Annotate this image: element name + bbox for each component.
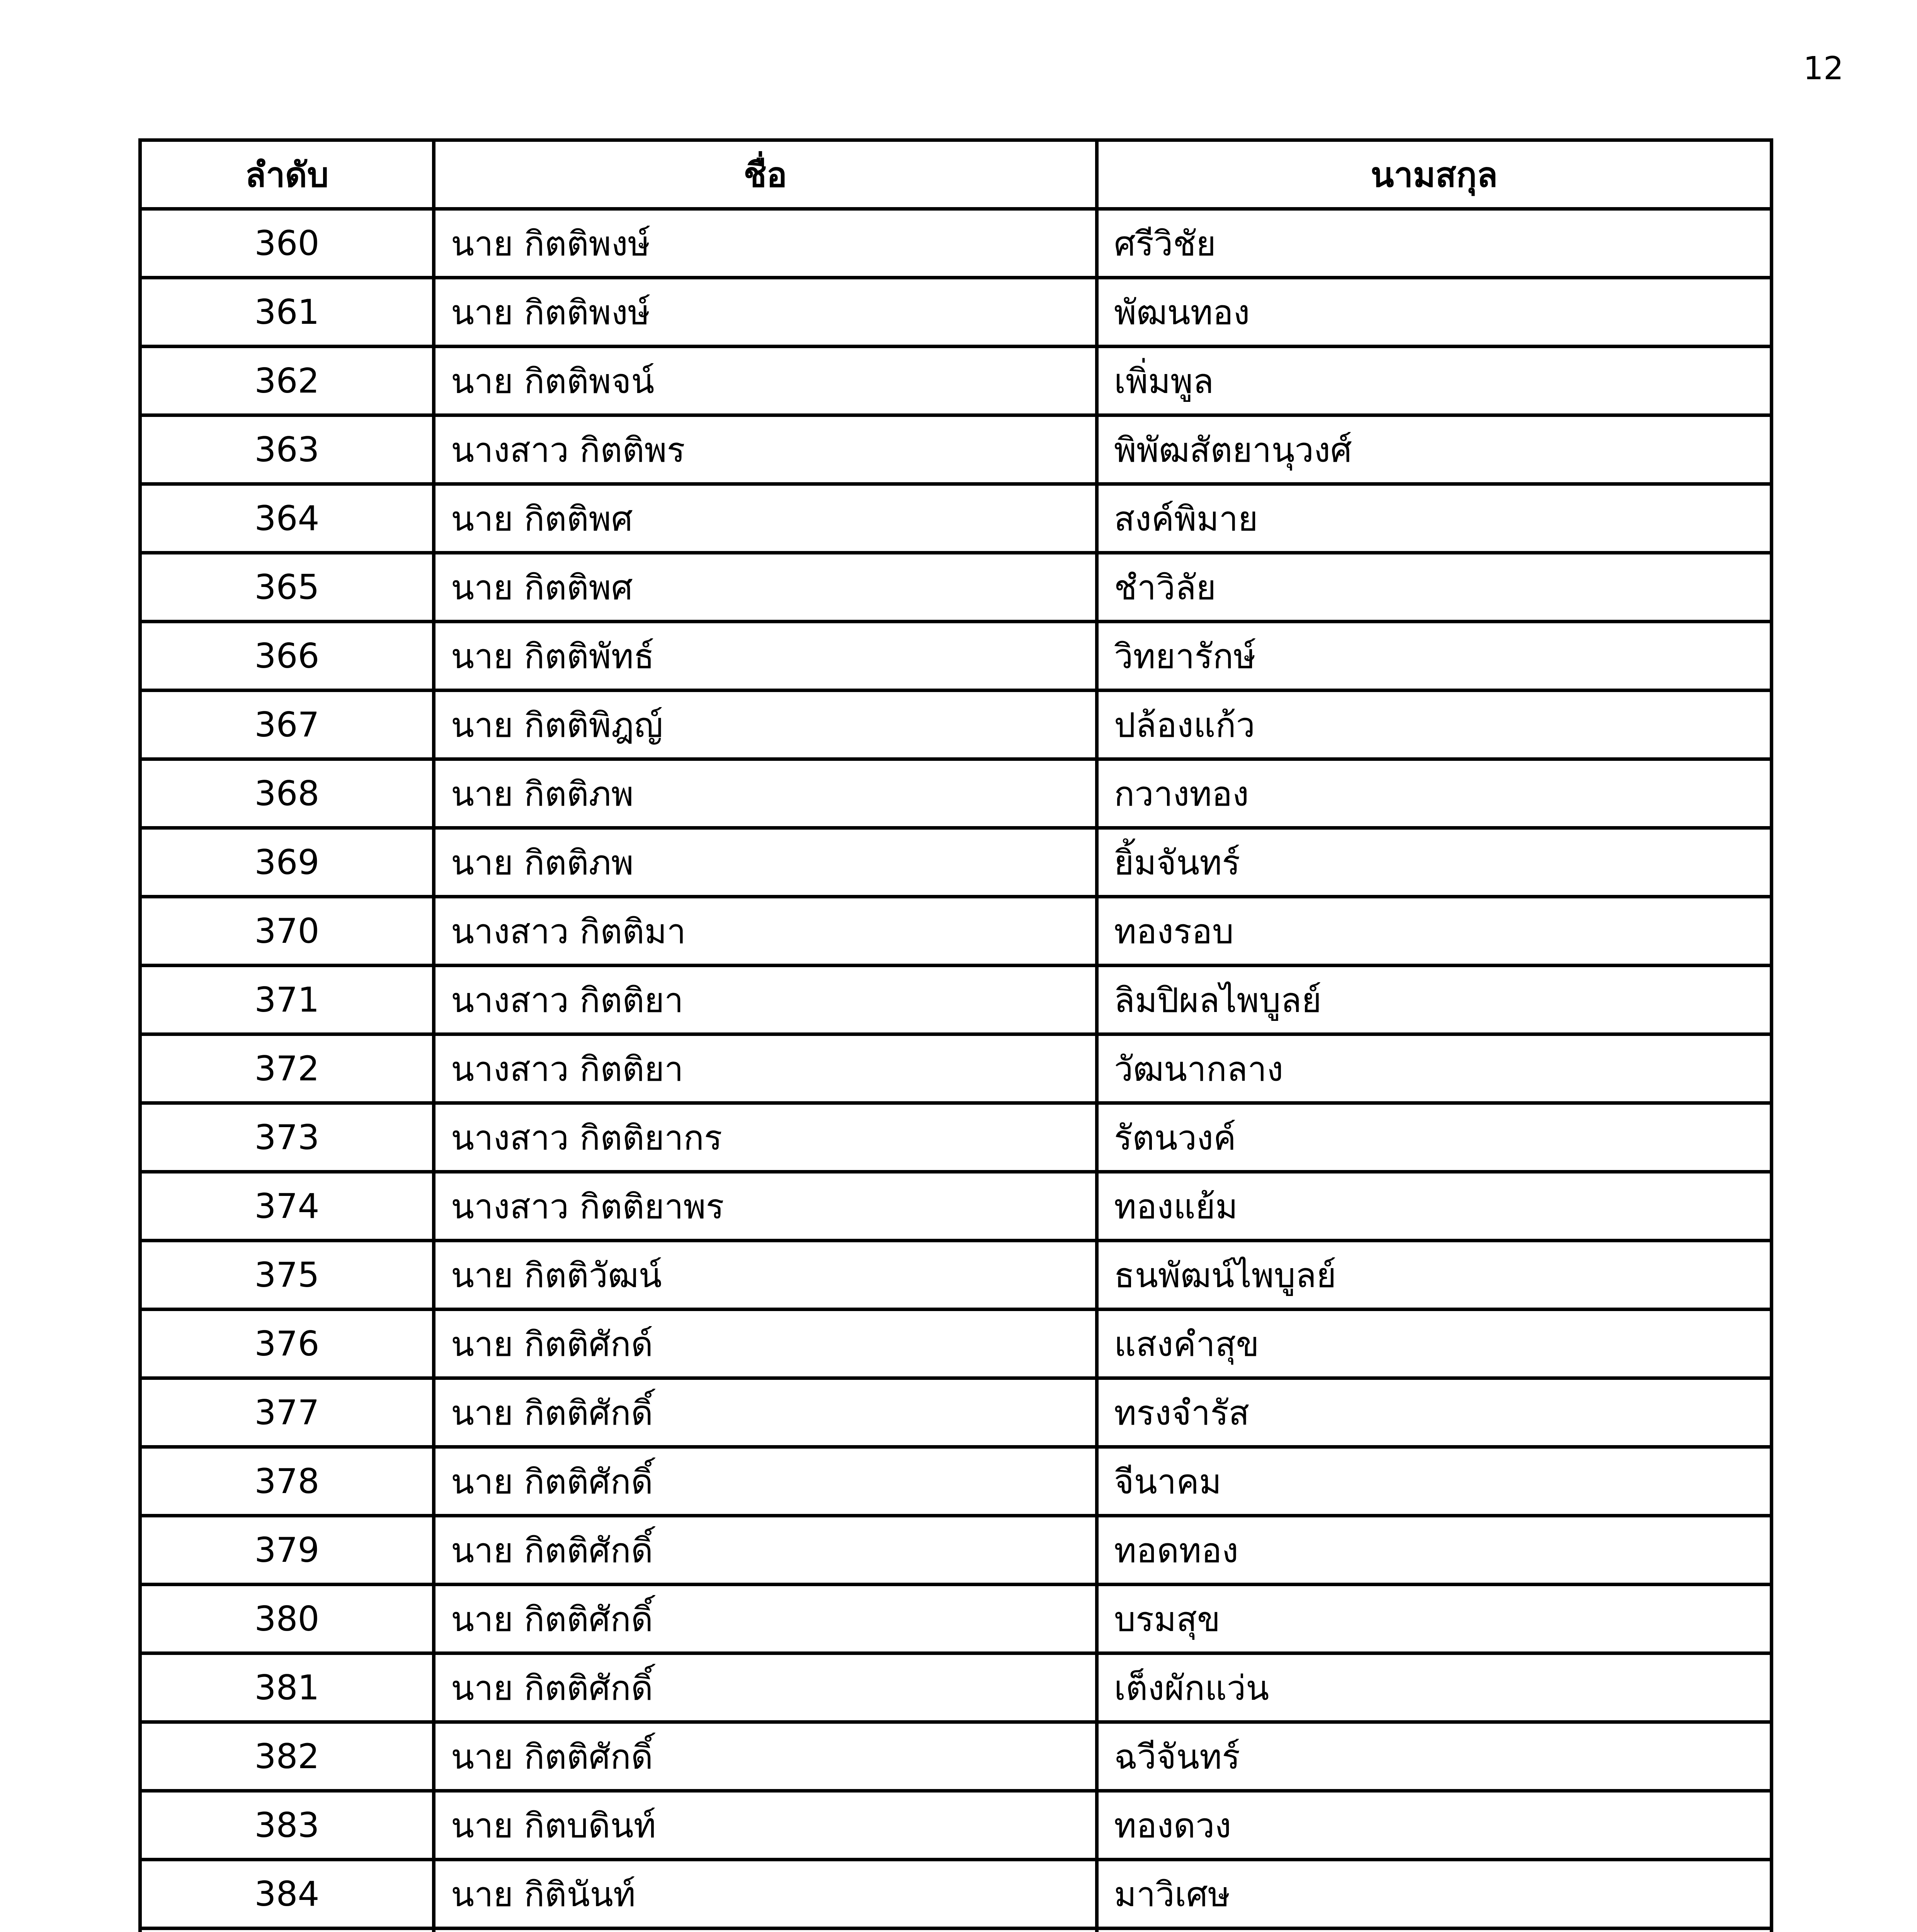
row-number: 374	[140, 1172, 434, 1241]
row-name: นาย กิตติพัทธ์	[434, 622, 1097, 690]
table-row	[140, 553, 1772, 622]
row-surname: แสงคำสุข	[1097, 1310, 1772, 1378]
table-row	[140, 1034, 1772, 1103]
row-surname: ปล้องแก้ว	[1097, 690, 1772, 759]
table-row	[140, 1447, 1772, 1516]
row-number: 362	[140, 347, 434, 415]
row-number: 373	[140, 1103, 434, 1172]
row-number: 366	[140, 622, 434, 690]
row-number: 383	[140, 1791, 434, 1860]
roster-table	[138, 138, 1773, 1932]
row-surname: เต็งผักแว่น	[1097, 1653, 1772, 1722]
row-name: นาย กิตติพศ	[434, 553, 1097, 622]
row-name: นางสาว กิตติมา	[434, 897, 1097, 966]
table-row	[140, 415, 1772, 484]
row-number: 375	[140, 1241, 434, 1310]
table-row	[140, 1860, 1772, 1929]
page-number: 12	[1803, 50, 1844, 87]
row-name: นาย กิตติศักดิ์	[434, 1585, 1097, 1653]
row-name: นาย กิตติวัฒน์	[434, 1241, 1097, 1310]
row-name: นางสาว กิตติยากร	[434, 1103, 1097, 1172]
table-row	[140, 484, 1772, 553]
row-surname: พัฒนทอง	[1097, 278, 1772, 347]
table-row	[140, 1791, 1772, 1860]
column-header-name: ชื่อ	[434, 140, 1097, 209]
row-surname: ศรีวิชัย	[1097, 209, 1772, 278]
row-surname: รัตนวงค์	[1097, 1103, 1772, 1172]
row-surname: ยิ้มจันทร์	[1097, 828, 1772, 897]
row-surname: บรมสุข	[1097, 1585, 1772, 1653]
row-name: นาย กิตติภพ	[434, 828, 1097, 897]
table-row	[140, 897, 1772, 966]
row-name: นางสาว กิตติพร	[434, 415, 1097, 484]
row-number: 365	[140, 553, 434, 622]
row-name: นาย กิตติศักดิ์	[434, 1722, 1097, 1791]
row-name: นาย กิตติศักดิ์	[434, 1516, 1097, 1585]
row-name	[434, 1929, 1097, 1932]
row-surname: สงค์พิมาย	[1097, 484, 1772, 553]
row-number	[140, 1929, 434, 1932]
table-row	[140, 1722, 1772, 1791]
table-row	[140, 759, 1772, 828]
row-name: นาย กิตติพงษ์	[434, 209, 1097, 278]
row-surname: ทองแย้ม	[1097, 1172, 1772, 1241]
row-number: 361	[140, 278, 434, 347]
row-surname: มาวิเศษ	[1097, 1860, 1772, 1929]
row-surname: ชำวิลัย	[1097, 553, 1772, 622]
row-name: นางสาว กิตติยาพร	[434, 1172, 1097, 1241]
table-row	[140, 1929, 1772, 1932]
table-row	[140, 1516, 1772, 1585]
table-row	[140, 828, 1772, 897]
row-surname: พิพัฒสัตยานุวงศ์	[1097, 415, 1772, 484]
row-surname: เพิ่มพูล	[1097, 347, 1772, 415]
row-surname: จีนาคม	[1097, 1447, 1772, 1516]
row-number: 360	[140, 209, 434, 278]
row-name: นาย กิตติศักดิ์	[434, 1447, 1097, 1516]
row-surname: ทองดวง	[1097, 1791, 1772, 1860]
row-name: นาย กิตติพิฎญ์	[434, 690, 1097, 759]
row-name: นาย กิตบดินท์	[434, 1791, 1097, 1860]
row-number: 368	[140, 759, 434, 828]
row-name: นาย กิตติศักด์	[434, 1310, 1097, 1378]
row-number: 379	[140, 1516, 434, 1585]
row-surname: ทรงจำรัส	[1097, 1378, 1772, 1447]
table-row	[140, 1103, 1772, 1172]
table-row	[140, 966, 1772, 1034]
row-number: 382	[140, 1722, 434, 1791]
row-number: 369	[140, 828, 434, 897]
row-surname	[1097, 1929, 1772, 1932]
row-name: นาย กิตติภพ	[434, 759, 1097, 828]
table-body	[140, 209, 1772, 1932]
row-name: นาย กิตติศักดิ์	[434, 1653, 1097, 1722]
row-number: 376	[140, 1310, 434, 1378]
table-row	[140, 1378, 1772, 1447]
row-name: นาย กิตติพศ	[434, 484, 1097, 553]
row-surname: กวางทอง	[1097, 759, 1772, 828]
row-name: นาย กิตินันท์	[434, 1860, 1097, 1929]
table-row	[140, 1585, 1772, 1653]
row-name: นาย กิตติพจน์	[434, 347, 1097, 415]
row-number: 371	[140, 966, 434, 1034]
row-surname: ลิมปิผลไพบูลย์	[1097, 966, 1772, 1034]
table-row	[140, 1310, 1772, 1378]
row-surname: ธนพัฒน์ไพบูลย์	[1097, 1241, 1772, 1310]
row-surname: ทองรอบ	[1097, 897, 1772, 966]
row-number: 364	[140, 484, 434, 553]
column-header-no: ลำดับ	[140, 140, 434, 209]
row-number: 370	[140, 897, 434, 966]
row-number: 377	[140, 1378, 434, 1447]
table-row	[140, 1653, 1772, 1722]
table-row	[140, 1172, 1772, 1241]
row-number: 363	[140, 415, 434, 484]
row-number: 367	[140, 690, 434, 759]
row-name: นาย กิตติศักดิ์	[434, 1378, 1097, 1447]
table-row	[140, 1241, 1772, 1310]
table-row	[140, 347, 1772, 415]
row-number: 381	[140, 1653, 434, 1722]
row-number: 378	[140, 1447, 434, 1516]
row-surname: ทอดทอง	[1097, 1516, 1772, 1585]
column-header-surname: นามสกุล	[1097, 140, 1772, 209]
row-surname: วัฒนากลาง	[1097, 1034, 1772, 1103]
row-name: นางสาว กิตติยา	[434, 966, 1097, 1034]
table-row	[140, 209, 1772, 278]
row-surname: ฉวีจันทร์	[1097, 1722, 1772, 1791]
table-row	[140, 690, 1772, 759]
row-name: นางสาว กิตติยา	[434, 1034, 1097, 1103]
row-number: 384	[140, 1860, 434, 1929]
table-row	[140, 622, 1772, 690]
row-number: 372	[140, 1034, 434, 1103]
row-name: นาย กิตติพงษ์	[434, 278, 1097, 347]
row-number: 380	[140, 1585, 434, 1653]
row-surname: วิทยารักษ์	[1097, 622, 1772, 690]
table-header-row	[140, 140, 1772, 209]
table-row	[140, 278, 1772, 347]
